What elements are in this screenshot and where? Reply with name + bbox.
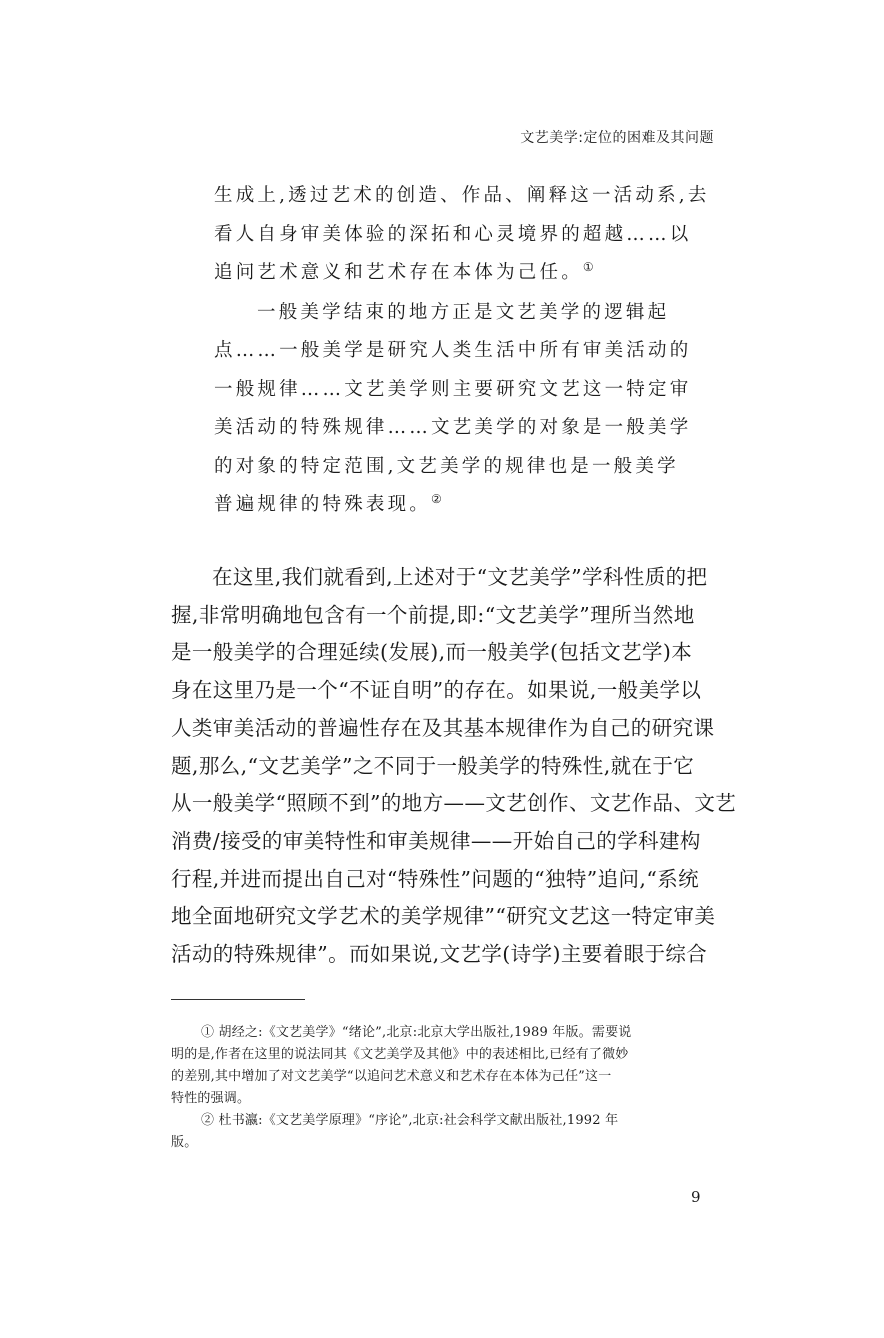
footnote-separator: [171, 999, 305, 1000]
footnote-reference-2[interactable]: ②: [431, 492, 442, 506]
quote-line: 美活动的特殊规律……文艺美学的对象是一般美学: [214, 417, 692, 438]
footnote-1-line: 明的是,作者在这里的说法同其《文艺美学及其他》中的表述相比,已经有了微妙: [171, 1047, 629, 1062]
page-number: 9: [691, 1188, 701, 1206]
quote-line: 一般美学结束的地方正是文艺美学的逻辑起: [257, 301, 670, 323]
body-line: 身在这里乃是一个“不证自明”的存在。如果说,一般美学以: [171, 678, 702, 703]
body-paragraph: [171, 559, 737, 974]
quote-line: 看人自身审美体验的深拓和心灵境界的超越……以: [214, 223, 692, 245]
body-line: 地全面地研究文学艺术的美学规律”“研究文艺这一特定审美: [171, 904, 716, 929]
footnote-1-line: ① 胡经之:《文艺美学》“绪论”,北京:北京大学出版社,1989 年版。需要说: [201, 1025, 632, 1040]
body-line: 题,那么,“文艺美学”之不同于一般美学的特殊性,就在于它: [171, 753, 695, 778]
quote-line-text: 追问艺术意义和艺术存在本体为己任。: [214, 262, 583, 283]
quote-line: [214, 254, 680, 294]
block-quote: [214, 177, 710, 526]
quote-line: [214, 486, 680, 526]
body-line: 在这里,我们就看到,上述对于“文艺美学”学科性质的把: [212, 565, 708, 589]
body-line: 行程,并进而提出自己对“特殊性”问题的“独特”追问,“系统: [171, 866, 700, 891]
quote-line: 一般规律……文艺美学则主要研究文艺这一特定审: [214, 378, 692, 400]
body-line: 人类审美活动的普遍性存在及其基本规律作为自己的研究课: [171, 715, 715, 740]
body-line: 活动的特殊规律”。而如果说,文艺学(诗学)主要着眼于综合: [171, 942, 708, 967]
body-line: 消费/接受的审美特性和审美规律——开始自己的学科建构: [171, 828, 701, 853]
footnote-2-line: ② 杜书瀛:《文艺美学原理》“序论”,北京:社会科学文献出版社,1992 年: [201, 1113, 619, 1128]
footnote-2-line: 版。: [171, 1135, 198, 1150]
running-header: 文艺美学:定位的困难及其问题: [520, 130, 714, 146]
footnote-1-line: 的差别,其中增加了对文艺美学“以追问艺术意义和艺术存在本体为己任”这一: [171, 1069, 612, 1084]
quote-line: 点……一般美学是研究人类生活中所有审美活动的: [214, 340, 692, 361]
quote-line-text: 普遍规律的特殊表现。: [214, 494, 432, 515]
quote-line: 生成上,透过艺术的创造、作品、阐释这一活动系,去: [214, 185, 710, 206]
footnote-reference-1[interactable]: ①: [582, 260, 594, 274]
body-line: 握,非常明确地包含有一个前提,即:“文艺美学”理所当然地: [171, 602, 695, 627]
body-line: 从一般美学“照顾不到”的地方——文艺创作、文艺作品、文艺: [171, 791, 737, 816]
footnote-1-line: 特性的强调。: [171, 1091, 251, 1106]
quote-line: 的对象的特定范围,文艺美学的规律也是一般美学: [214, 455, 679, 477]
body-line: 是一般美学的合理延续(发展),而一般美学(包括文艺学)本: [171, 640, 693, 665]
footnotes: [171, 1022, 716, 1154]
